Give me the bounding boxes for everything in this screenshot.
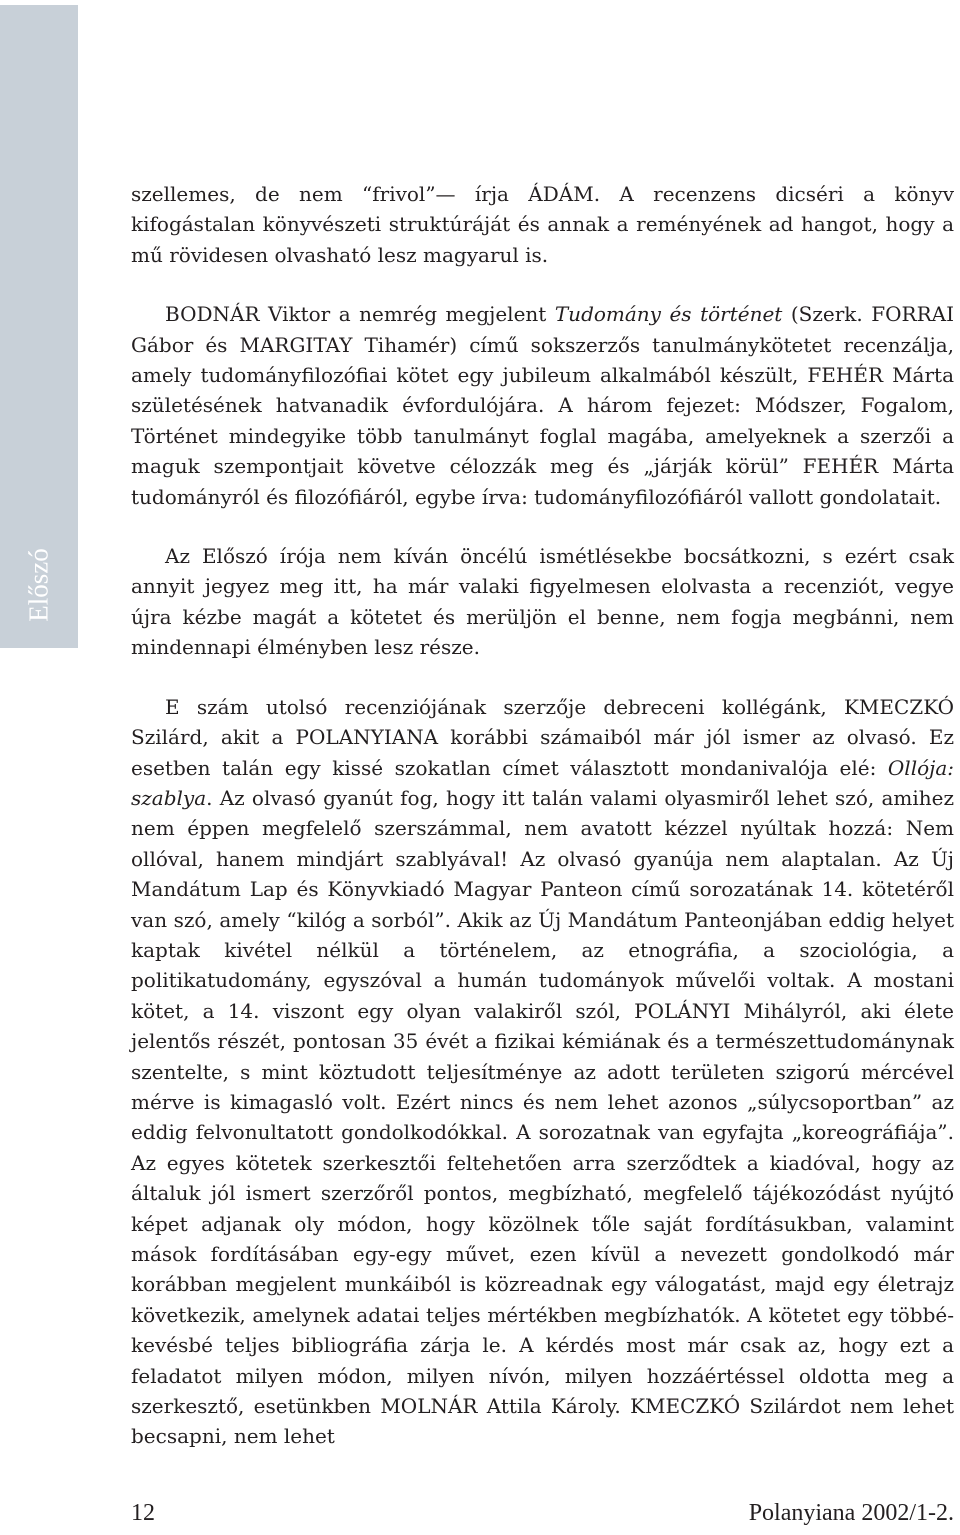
journal-issue: Polanyiana 2002/1-2. bbox=[748, 1500, 954, 1526]
italic-title: Ollója: szablya bbox=[131, 755, 954, 810]
side-tab bbox=[0, 5, 78, 648]
article-body bbox=[131, 179, 954, 1452]
paragraph-4: E szám utolsó recenziójának szerzője debreceni kollégánk, KMECZKÓ Szilárd, akit a POLANYIANA korábbi számaiból már jól ismer az olvasó. Ez esetben talán egy kissé szokatlan címet választott mondanivalója elé: Ollója: szablya. Az olvasó gyanút fog, hogy itt talán valami olyasmiről lehet szó, amihez nem éppen megfelelő szerszámmal, nem avatott kézzel nyúltak hozzá: Nem ollóval, hanem mindjárt szablyával! Az olvasó gyanúja nem alaptalan. Az Új Mandátum Lap és Könyvkiadó Magyar Panteon című sorozatának 14. kötetéről van szó, amely “kilóg a sorból”. Akik az Új Mandátum Panteonjában eddig helyet kaptak kivétel nélkül a történelem, az etnográfia, a szociológia, a politikatudomány, egyszóval a humán tudományok művelői voltak. A mostani kötet, a 14. viszont egy olyan valakiről szól, POLÁNYI Mihályról, aki élete jelentős részét, pontosan 35 évét a fizikai kémiának és a természettudománynak szentelte, s mint köztudott teljesítménye az adott területen szigorú mércével mérve is kimagasló volt. Ezért nincs és nem lehet azonos „súlycsoportban” az eddig felvonultatott gondolkodókkal. A sorozatnak van egyfajta „koreográfiája”. Az egyes kötetek szerkesztői feltehetően arra szerződtek a kiadóval, hogy az általuk jól ismert szerzőről pontos, megbízható, megfelelő tájékozódást nyújtó képet adjanak oly módon, hogy közölnek tőle saját fordításukban, valamint mások fordításában egy-egy művet, ezen kívül a nevezett gondolkodó már korábban megjelent munkáiból is közreadnak egy válogatást, majd egy életrajz következik, amelynek adatai teljes mértékben megbízhatók. A kötetet egy többé-kevésbé teljes bibliográfia zárja le. A kérdés most már csak az, hogy ezt a feladatot milyen módon, milyen nívón, milyen hozzáértéssel oldotta meg a szerkesztő, esetünkben MOLNÁR Attila Károly. KMECZKÓ Szilárdot nem lehet becsapni, nem lehet bbox=[131, 694, 954, 1449]
paragraph-3: Az Előszó írója nem kíván öncélú ismétlésekbe bocsátkozni, s ezért csak annyit jegyez meg itt, ha már valaki figyelmesen elolvasta a recenziót, vegye újra kézbe magát a kötetet és merüljön el benne, nem fogja megbánni, nem mindennapi élményben lesz része. bbox=[131, 544, 954, 660]
page-number: 12 bbox=[131, 1500, 155, 1526]
italic-title: Tudomány és történet bbox=[554, 302, 783, 327]
paragraph-2: BODNÁR Viktor a nemrég megjelent Tudomány és történet (Szerk. FORRAI Gábor és MARGITAY Tihamér) című sokszerzős tanulmánykötetet recenzálja, amely tudományfilozófiai kötet egy jubileum alkalmából készült, FEHÉR Márta születésének hatvanadik évfordulójára. A három fejezet: Módszer, Fogalom, Történet mindegyike több tanulmányt foglal magába, amelyeknek a szerzői a maguk szempontjait követve célozzák meg és „járják körül” FEHÉR Márta tudományról és filozófiáról, egybe írva: tudományfilozófiáról vallott gondolatait. bbox=[131, 302, 954, 509]
paragraph-1: szellemes, de nem “frivol”— írja ÁDÁM. A recenzens dicséri a könyv kifogástalan könyvészeti struktúráját és annak a reményének ad hangot, hogy a mű rövidesen olvasható lesz magyarul is. bbox=[131, 182, 954, 267]
section-tab-label: Előszó bbox=[23, 548, 54, 622]
